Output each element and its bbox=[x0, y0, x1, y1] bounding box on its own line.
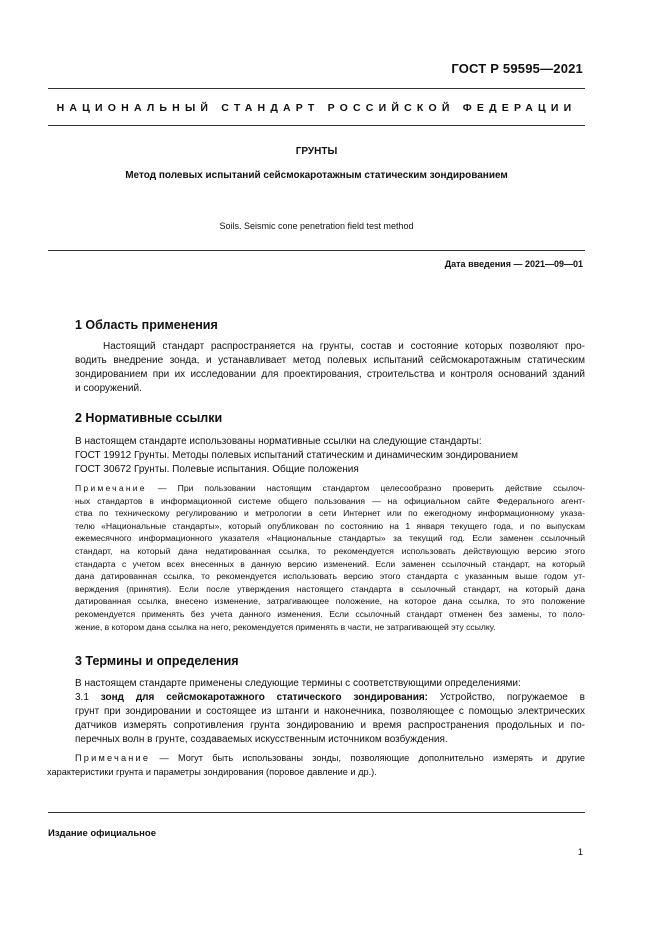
section-heading-normative-references: 2 Нормативные ссылки bbox=[75, 411, 223, 425]
page-number: 1 bbox=[577, 847, 583, 858]
reference-item: ГОСТ 19912 Грунты. Методы полевых испытаний статическим и динамическим зондированием bbox=[75, 450, 519, 461]
note-line: рекомендуется применять без учета данного изменения. Если ссылочный стандарт отменен без замены, то поло- bbox=[75, 608, 585, 619]
section-heading-terms: 3 Термины и определения bbox=[75, 654, 239, 668]
header-rule-bottom bbox=[48, 125, 585, 126]
note-text: — При пользовании настоящим стандартом целесообразно проверить действие ссылоч- bbox=[157, 483, 585, 493]
note-line: жение, в котором дана ссылка на него, рекомендуется применять в части, не затрагивающей эту ссылку. bbox=[75, 621, 496, 632]
note-line: ежемесячного информационного указателя «Национальные стандарты» за текущий год. Если заменен ссылочный bbox=[75, 533, 585, 544]
term-number: 3.1 bbox=[75, 692, 89, 703]
term-definition-start: Устройство, погружаемое в bbox=[439, 692, 585, 703]
standard-code: ГОСТ Р 59595—2021 bbox=[451, 61, 583, 76]
section-heading-scope: 1 Область применения bbox=[75, 318, 218, 332]
note-line: характеристики грунта и параметры зондирования (поровое давление и др.). bbox=[47, 766, 377, 777]
terms-note bbox=[47, 752, 585, 779]
note-line: стандарт, на который дана недатированная ссылка, то рекомендуется использовать действующую версию этого bbox=[75, 545, 585, 556]
english-title: Soils. Seismic cone penetration field test method bbox=[219, 221, 414, 231]
paragraph-line: перечных волн в грунте, создаваемых искусственным источником возбуждения. bbox=[75, 734, 448, 745]
note-text: — Могут быть использованы зонды, позволяющие дополнительно измерять и другие bbox=[159, 753, 585, 763]
document-subtitle: Метод полевых испытаний сейсмокаротажным статическим зондированием bbox=[125, 170, 508, 181]
note-line: стандарта с учетом всех внесенных в данную версию изменений. Если заменен ссылочный стандарт, на который bbox=[75, 558, 585, 569]
term-line bbox=[75, 691, 585, 705]
note-line: датированная ссылка, внесено изменение, затрагивающее положение, на которое дана ссылка, то это положение bbox=[75, 596, 585, 607]
term-name: зонд для сейсмокаротажного статического зондирования: bbox=[100, 692, 429, 703]
note-line bbox=[75, 482, 585, 495]
paragraph-line: В настоящем стандарте применены следующие термины с соответствующими определениями: bbox=[75, 678, 521, 689]
footer-rule bbox=[48, 812, 585, 813]
note-label: Примечание bbox=[75, 753, 151, 763]
note-line: верждения (принятия). Если после утверждения настоящего стандарта в ссылочный стандарт, на который дана bbox=[75, 583, 585, 594]
note-line: ства по техническому регулированию и метрологии в сети Интернет или по ежегодному информационному указа- bbox=[75, 508, 585, 519]
reference-item: ГОСТ 30672 Грунты. Полевые испытания. Общие положения bbox=[75, 464, 359, 475]
section-scope-body bbox=[75, 340, 585, 396]
note-line: дана датированная ссылка, то рекомендуется использовать версию этого стандарта с указанным выше годом ут- bbox=[75, 571, 585, 582]
paragraph-line: и сооружений. bbox=[75, 383, 142, 394]
note-line bbox=[75, 752, 585, 766]
paragraph-line: грунт при зондировании и состоящее из штанги и наконечника, позволяющее с помощью электрических bbox=[75, 706, 585, 717]
paragraph-line: водить внедрение зонда, и устанавливает метод полевых испытаний сейсмокаротажным статическим bbox=[75, 355, 585, 366]
title-rule bbox=[48, 250, 585, 251]
section-references-body bbox=[75, 435, 585, 477]
document-title: ГРУНТЫ bbox=[295, 146, 338, 157]
paragraph-line: датчиков измерять сопротивления грунта зондированию и время распространения продольных и по- bbox=[75, 720, 585, 731]
introduction-date: Дата введения — 2021—09—01 bbox=[444, 259, 583, 269]
official-edition-label: Издание официальное bbox=[48, 828, 156, 839]
paragraph-line: Настоящий стандарт распространяется на грунты, состав и состояние которых позволяют про- bbox=[103, 341, 585, 352]
note-line: ных стандартов в информационной системе общего пользования — на официальном сайте Федерального агент- bbox=[75, 495, 585, 506]
paragraph-line: В настоящем стандарте использованы нормативные ссылки на следующие стандарты: bbox=[75, 436, 482, 447]
paragraph-line: зондированием при их исследовании для проектирования, строительства и контроля оснований зданий bbox=[75, 369, 585, 380]
note-line: телю «Национальные стандарты», который опубликован по состоянию на 1 января текущего года, и по выпускам bbox=[75, 520, 585, 531]
references-note bbox=[75, 482, 585, 633]
section-terms-body bbox=[75, 677, 585, 747]
note-label: Примечание bbox=[75, 483, 147, 493]
standard-type-heading: НАЦИОНАЛЬНЫЙ СТАНДАРТ РОССИЙСКОЙ ФЕДЕРАЦИИ bbox=[56, 102, 577, 114]
header-rule-top bbox=[48, 88, 585, 89]
